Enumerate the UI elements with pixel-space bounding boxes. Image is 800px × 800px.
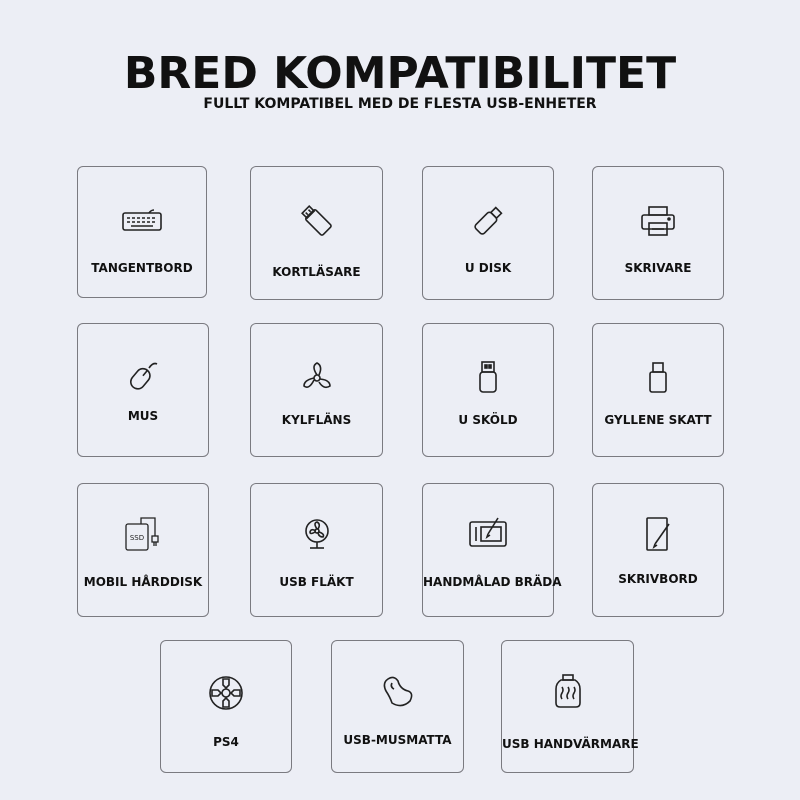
keyboard-icon [78, 201, 206, 241]
device-card-mouse [77, 323, 209, 457]
device-card-keyboard [77, 166, 207, 298]
device-label: MUS [127, 409, 159, 423]
device-card-mousepad [331, 640, 464, 773]
device-card-hand-warmer [501, 640, 639, 773]
ssd-icon [78, 514, 208, 554]
usb-drive-icon [423, 201, 553, 241]
page-subtitle: FULLT KOMPATIBEL MED DE FLESTA USB-ENHETER [203, 96, 597, 112]
ssd-badge-text: SSD [129, 534, 145, 542]
drawing-tablet-icon [423, 514, 553, 554]
printer-icon [593, 201, 723, 241]
usb-stick-icon [593, 358, 723, 398]
device-card-usb-drive [422, 166, 554, 300]
device-card-fan [250, 323, 383, 457]
usb-connector-icon [423, 358, 553, 398]
device-card-drawing-tablet [422, 483, 562, 617]
fan-icon [251, 358, 382, 398]
mouse-icon [78, 354, 208, 394]
device-label: MOBIL HÅRDDISK [83, 575, 203, 589]
device-label: TANGENTBORD [91, 261, 193, 275]
page-title: BRED KOMPATIBILITET [123, 48, 677, 99]
device-label: HANDMÅLAD BRÄDA [423, 575, 562, 589]
device-label: SKRIVBORD [618, 572, 698, 586]
device-label: U SKÖLD [458, 413, 518, 427]
device-label: PS4 [213, 735, 239, 749]
device-card-ps4 [160, 640, 292, 773]
device-card-writing-pad [592, 483, 724, 617]
mousepad-icon [332, 671, 463, 711]
device-card-ssd [77, 483, 209, 617]
device-label: GYLLENE SKATT [604, 413, 712, 427]
gamepad-icon [161, 673, 291, 713]
device-label: KORTLÄSARE [272, 265, 361, 279]
device-label: USB HANDVÄRMARE [502, 737, 639, 751]
device-card-usb-stick [592, 323, 724, 457]
card-reader-icon [251, 201, 382, 241]
device-label: SKRIVARE [624, 261, 692, 275]
device-label: U DISK [464, 261, 512, 275]
hand-warmer-icon [502, 671, 633, 711]
desk-fan-icon [251, 514, 382, 554]
device-label: USB FLÄKT [279, 575, 354, 589]
device-card-usb-connector [422, 323, 554, 457]
device-label: USB-MUSMATTA [343, 733, 452, 747]
device-card-card-reader [250, 166, 383, 300]
device-card-desk-fan [250, 483, 383, 617]
device-label: KYLFLÄNS [281, 413, 352, 427]
device-card-printer [592, 166, 724, 300]
writing-pad-icon [593, 514, 723, 554]
